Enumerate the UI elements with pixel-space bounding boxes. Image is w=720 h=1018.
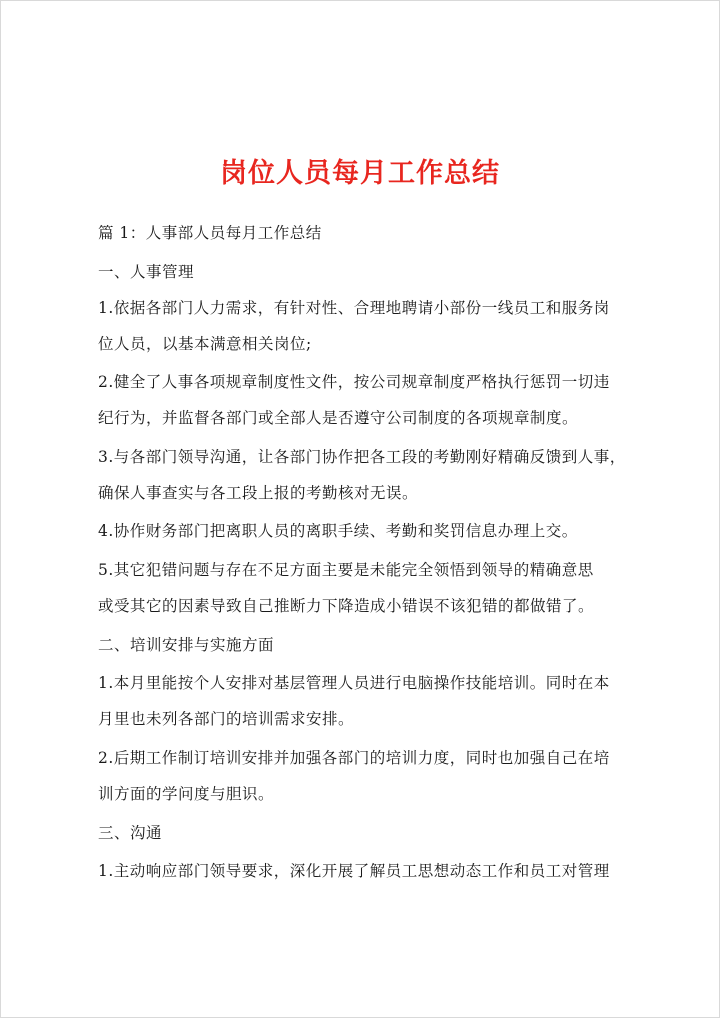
section-heading-personnel: 一、人事管理 — [98, 263, 195, 281]
paragraph-line: 训方面的学问度与胆识。 — [98, 785, 275, 803]
paragraph-line: 纪行为，并监督各部门或全部人是否遵守公司制度的各项规章制度。 — [98, 409, 579, 427]
section-heading-communication: 三、沟通 — [98, 824, 163, 842]
document-title: 岗位人员每月工作总结 — [220, 158, 500, 189]
paragraph-line: 2.后期工作制订培训安排并加强各部门的培训力度，同时也加强自己在培 — [98, 749, 610, 767]
paragraph-line: 位人员，以基本满意相关岗位; — [98, 335, 312, 353]
section-heading-article: 篇 1：人事部人员每月工作总结 — [98, 224, 322, 242]
paragraph-line: 确保人事查实与各工段上报的考勤核对无误。 — [98, 484, 419, 502]
section-heading-training: 二、培训安排与实施方面 — [98, 636, 275, 654]
paragraph-line: 5.其它犯错问题与存在不足方面主要是未能完全领悟到领导的精确意思 — [98, 561, 594, 579]
paragraph-line: 1.依据各部门人力需求，有针对性、合理地聘请小部份一线员工和服务岗 — [98, 299, 610, 317]
paragraph-line: 1.主动响应部门领导要求，深化开展了解员工思想动态工作和员工对管理 — [98, 862, 610, 880]
paragraph-line: 3.与各部门领导沟通，让各部门协作把各工段的考勤刚好精确反馈到人事， — [98, 448, 626, 466]
paragraph-line: 2.健全了人事各项规章制度性文件，按公司规章制度严格执行惩罚一切违 — [98, 373, 610, 391]
paragraph-line: 1.本月里能按个人安排对基层管理人员进行电脑操作技能培训。同时在本 — [98, 674, 610, 692]
paragraph-line: 或受其它的因素导致自己推断力下降造成小错误不该犯错的都做错了。 — [98, 597, 595, 615]
paragraph-line: 月里也未列各部门的培训需求安排。 — [98, 710, 355, 728]
paragraph-line: 4.协作财务部门把离职人员的离职手续、考勤和奖罚信息办理上交。 — [98, 522, 578, 540]
